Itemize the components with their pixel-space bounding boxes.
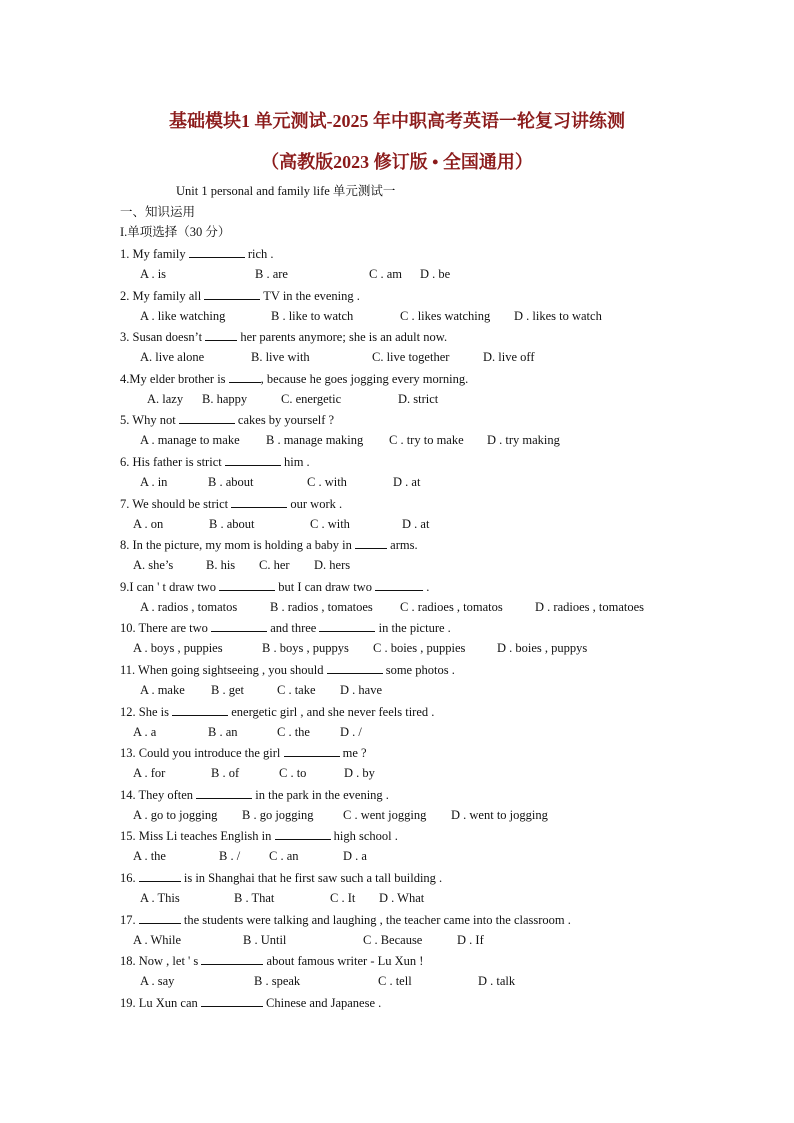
answer-option[interactable]: D . radioes , tomatoes <box>535 599 645 614</box>
answer-option[interactable]: A . This <box>140 891 180 905</box>
answer-blank[interactable] <box>219 579 275 591</box>
question-stem <box>120 412 334 428</box>
answer-option[interactable]: B . boys , puppys <box>262 641 349 656</box>
question-text: 14. They often <box>120 787 197 802</box>
question-text: energetic girl , and she never feels tired . <box>228 704 435 719</box>
answer-blank[interactable] <box>172 704 228 716</box>
answer-option[interactable]: A . While <box>133 932 182 947</box>
answer-blank[interactable] <box>196 787 252 799</box>
answer-option[interactable]: C . am <box>369 267 402 281</box>
answer-blank[interactable] <box>204 288 260 300</box>
question-stem <box>120 288 360 304</box>
answer-option[interactable]: D . What <box>379 891 425 905</box>
answer-blank[interactable] <box>355 537 387 549</box>
answer-option[interactable]: A . radios , tomatos <box>140 599 238 614</box>
question-text: 16. <box>120 871 139 885</box>
question-text: arms. <box>387 538 418 553</box>
answer-option[interactable]: B. happy <box>202 391 248 406</box>
answer-option[interactable]: A . say <box>140 974 175 989</box>
question-text: our work . <box>287 496 343 511</box>
question-stem <box>120 704 434 720</box>
question-text: and three <box>267 621 320 636</box>
question-text: 15. Miss Li teaches English in <box>120 829 275 844</box>
question-text: is in Shanghai that he first saw such a tall building . <box>180 871 443 885</box>
question-text: him . <box>280 455 310 469</box>
answer-option[interactable]: D . / <box>340 724 362 739</box>
question-text: about famous writer - Lu Xun ! <box>263 954 424 969</box>
question-text: the students were talking and laughing , the teacher came into the classroom . <box>180 912 571 927</box>
answer-blank[interactable] <box>201 995 263 1007</box>
answer-option[interactable]: D . a <box>343 849 367 864</box>
answer-option[interactable]: C . the <box>277 724 310 739</box>
answer-blank[interactable] <box>205 329 237 341</box>
answer-option[interactable]: B. live with <box>251 350 310 365</box>
answer-option[interactable]: A . like watching <box>140 308 226 323</box>
document-subtitle: （高教版2023 修订版 • 全国通用） <box>261 152 533 172</box>
answer-option[interactable]: B . about <box>209 516 255 531</box>
answer-blank[interactable] <box>211 620 267 632</box>
subsection-heading: I.单项选择（30 分） <box>120 225 231 239</box>
question-text: , because he goes jogging every morning. <box>260 371 469 386</box>
answer-blank[interactable] <box>327 662 383 674</box>
question-text: 19. Lu Xun can <box>120 995 201 1010</box>
question-text: 1. My family <box>120 247 189 261</box>
answer-option[interactable]: B . an <box>208 724 238 739</box>
question-stem <box>120 828 398 844</box>
question-text: 13. Could you introduce the girl <box>120 746 284 761</box>
question-stem <box>120 995 381 1011</box>
answer-option[interactable]: A . a <box>133 724 157 739</box>
section-heading: 一、知识运用 <box>120 205 196 219</box>
answer-blank[interactable] <box>284 745 340 757</box>
question-stem <box>120 870 442 886</box>
answer-option[interactable]: D. hers <box>314 558 351 573</box>
answer-blank[interactable] <box>275 828 331 840</box>
answer-option[interactable]: D . by <box>344 766 375 781</box>
answer-option[interactable]: D . If <box>457 932 484 947</box>
answer-blank[interactable] <box>229 371 261 383</box>
answer-option[interactable]: C . take <box>277 683 316 697</box>
answer-option[interactable]: B . speak <box>254 974 301 989</box>
answer-option[interactable]: A . the <box>133 849 166 864</box>
answer-blank[interactable] <box>179 412 235 424</box>
question-text: 8. In the picture, my mom is holding a baby in <box>120 538 356 553</box>
question-stem <box>120 787 389 803</box>
answer-option[interactable]: A. lazy <box>147 391 184 406</box>
question-text: 10. There are two <box>120 621 212 636</box>
question-text: cakes by yourself ? <box>234 413 335 428</box>
answer-option[interactable]: A . in <box>140 475 168 489</box>
answer-option[interactable]: D . at <box>402 516 430 531</box>
question-text: but I can draw two <box>275 579 376 594</box>
answer-option[interactable]: A . go to jogging <box>133 807 218 822</box>
question-text: 4.My elder brother is <box>120 371 229 386</box>
question-text: 17. <box>120 912 139 927</box>
question-stem <box>120 246 274 262</box>
answer-option[interactable]: A . is <box>140 267 167 281</box>
question-text: in the park in the evening . <box>252 787 389 802</box>
answer-option[interactable]: A . on <box>133 516 164 531</box>
answer-blank[interactable] <box>139 912 181 924</box>
answer-option[interactable]: D . at <box>393 475 421 489</box>
answer-option[interactable]: B . get <box>211 683 244 697</box>
question-stem <box>120 329 447 345</box>
question-text: 2. My family all <box>120 288 205 303</box>
answer-option[interactable]: D. live off <box>483 350 535 365</box>
question-stem <box>120 496 342 512</box>
question-stem <box>120 662 455 678</box>
answer-option[interactable]: A. live alone <box>140 350 205 365</box>
question-stem <box>120 745 367 761</box>
question-text: 9.I can ' t draw two <box>120 579 220 594</box>
answer-option[interactable]: D. strict <box>398 391 439 406</box>
answer-blank[interactable] <box>225 454 281 466</box>
question-stem <box>120 371 468 387</box>
answer-option[interactable]: B . / <box>219 849 241 864</box>
answer-blank[interactable] <box>201 953 263 965</box>
answer-blank[interactable] <box>189 246 245 258</box>
answer-option[interactable]: C. energetic <box>281 391 342 406</box>
question-text: 12. She is <box>120 704 173 719</box>
answer-option[interactable]: B . of <box>211 766 240 781</box>
answer-option[interactable]: D . boies , puppys <box>497 641 588 656</box>
question-stem <box>120 620 451 636</box>
answer-option[interactable]: D . be <box>420 267 451 281</box>
question-stem <box>120 454 310 470</box>
answer-option[interactable]: C . likes watching <box>400 308 491 323</box>
answer-blank[interactable] <box>375 579 423 591</box>
answer-option[interactable]: A . make <box>140 683 185 697</box>
answer-option[interactable]: C . boies , puppies <box>373 641 466 656</box>
answer-option[interactable]: B . radios , tomatoes <box>270 599 373 614</box>
answer-option[interactable]: C . It <box>330 891 356 905</box>
answer-option[interactable]: B. his <box>206 558 236 573</box>
answer-option[interactable]: C. live together <box>372 350 450 365</box>
question-text: her parents anymore; she is an adult now. <box>237 330 448 345</box>
unit-title: Unit 1 personal and family life 单元测试一 <box>176 184 396 198</box>
answer-option[interactable]: C . to <box>279 766 307 781</box>
answer-option[interactable]: B . manage making <box>266 433 364 448</box>
answer-option[interactable]: C . went jogging <box>343 807 427 822</box>
answer-option[interactable]: A . for <box>133 766 166 781</box>
question-text: 7. We should be strict <box>120 496 232 511</box>
answer-option[interactable]: C . Because <box>363 932 423 947</box>
answer-blank[interactable] <box>319 620 375 632</box>
answer-option[interactable]: A. she’s <box>133 558 174 573</box>
answer-option[interactable]: C . with <box>310 516 350 531</box>
answer-option[interactable]: D . have <box>340 683 382 697</box>
question-text: TV in the evening . <box>260 288 360 303</box>
answer-option[interactable]: D . talk <box>478 974 516 989</box>
question-text: 18. Now , let ' s <box>120 954 202 969</box>
question-stem <box>120 912 571 928</box>
question-stem <box>120 579 429 595</box>
answer-option[interactable]: C . with <box>307 475 347 489</box>
question-text: 3. Susan doesn’t <box>120 330 206 345</box>
answer-option[interactable]: B . Until <box>243 932 287 947</box>
answer-option[interactable]: C . tell <box>378 974 412 989</box>
answer-blank[interactable] <box>139 870 181 882</box>
answer-option[interactable]: B . That <box>234 891 275 905</box>
question-text: 11. When going sightseeing , you should <box>120 663 327 677</box>
answer-option[interactable]: B . like to watch <box>271 308 354 323</box>
question-text: 5. Why not <box>120 413 179 428</box>
document-title: 基础模块1 单元测试-2025 年中职高考英语一轮复习讲练测 <box>169 111 625 131</box>
answer-option[interactable]: D . likes to watch <box>514 308 602 323</box>
question-text: in the picture . <box>375 621 451 636</box>
question-text: some photos . <box>382 663 455 677</box>
question-text: me ? <box>339 746 367 761</box>
question-text: high school . <box>330 829 398 844</box>
answer-option[interactable]: D . went to jogging <box>451 807 548 822</box>
answer-option[interactable]: C . radioes , tomatos <box>400 599 503 614</box>
answer-option[interactable]: B . are <box>255 267 288 281</box>
question-text: 6. His father is strict <box>120 455 225 469</box>
answer-option[interactable]: C . try to make <box>389 433 464 448</box>
answer-option[interactable]: C. her <box>259 558 290 573</box>
question-text: Chinese and Japanese . <box>262 995 382 1010</box>
answer-option[interactable]: A . boys , puppies <box>133 641 223 656</box>
question-text: . <box>423 579 430 594</box>
answer-option[interactable]: B . go jogging <box>242 807 314 822</box>
question-text: rich . <box>244 247 274 261</box>
question-stem <box>120 537 418 553</box>
answer-option[interactable]: B . about <box>208 475 254 489</box>
answer-option[interactable]: D . try making <box>487 433 560 448</box>
answer-option[interactable]: A . manage to make <box>140 433 240 448</box>
question-stem <box>120 953 423 969</box>
answer-option[interactable]: C . an <box>269 849 299 864</box>
answer-blank[interactable] <box>231 496 287 508</box>
